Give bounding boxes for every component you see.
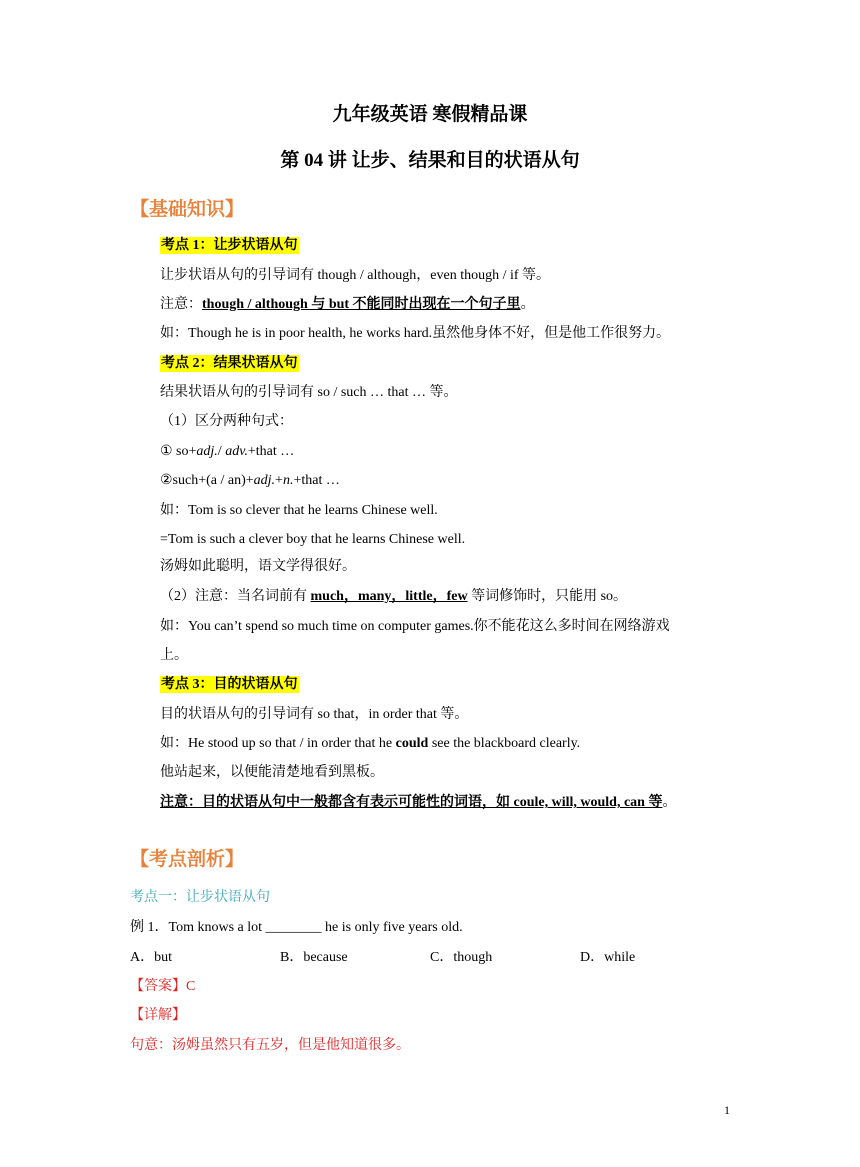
point3-example-a: 如：He stood up so that / in order that he <box>160 736 396 751</box>
analysis-topic: 考点一：让步状语从句 <box>130 890 270 905</box>
point2-example1: 如：Tom is so clever that he learns Chinese well. <box>160 503 438 518</box>
point1-note-bold: though / although 与 but 不能同时出现在一个句子里 <box>202 297 521 312</box>
form1-d: adv. <box>225 444 248 459</box>
point2-example2: =Tom is such a clever boy that he learns Chinese well. <box>160 532 466 547</box>
point3-label <box>160 676 299 694</box>
point2-intro: 结果状语从句的引导词有 so / such … that … 等。 <box>160 385 458 400</box>
option-b: B．because <box>280 950 348 965</box>
point2-example4-line1: 如：You can’t spend so much time on computer games.你不能花这么多时间在网络游戏 <box>160 619 670 634</box>
basics-heading: 【基础知识】 <box>130 199 245 220</box>
example1-question: 例 1．Tom knows a lot ________ he is only five years old. <box>130 920 463 935</box>
option-c: C．though <box>430 950 493 965</box>
detail-label: 【详解】 <box>130 1008 186 1023</box>
lesson-title: 第 04 讲 让步、结果和目的状语从句 <box>280 150 580 171</box>
point3-intro: 目的状语从句的引导词有 so that，in order that 等。 <box>160 707 469 722</box>
point2-label <box>160 355 299 373</box>
option-d: D．while <box>580 950 636 965</box>
point2-example3: 汤姆如此聪明，语文学得很好。 <box>160 559 356 574</box>
form1-c: / <box>217 444 226 459</box>
point2-sub1: （1）区分两种句式： <box>160 414 293 429</box>
point2-sub2 <box>160 588 627 606</box>
form1-a: ① so+ <box>160 444 197 459</box>
analysis-heading: 【考点剖析】 <box>130 849 245 870</box>
point1-note <box>160 296 535 314</box>
point3-note-bold: 注意：目的状语从句中一般都含有表示可能性的词语，如 coule, will, would, can 等 <box>160 795 663 810</box>
form2-e: +that … <box>293 473 340 488</box>
form2-d: n. <box>282 473 294 488</box>
point3-note-suffix: 。 <box>662 795 677 810</box>
form2-a: ②such+(a / an)+ <box>160 473 254 488</box>
answer-label: 【答案】C <box>130 979 196 994</box>
point1-example: 如：Though he is in poor health, he works hard.虽然他身体不好，但是他工作很努力。 <box>160 326 671 341</box>
sub2-words: much，many，little，few <box>310 589 468 604</box>
point3-example-could: could <box>395 736 429 751</box>
sub2-prefix: （2）注意：当名词前有 <box>160 589 311 604</box>
point1-note-suffix: 。 <box>520 297 535 312</box>
point2-example4-line2: 上。 <box>160 648 188 663</box>
point2-label-text: 考点 2：结果状语从句 <box>161 356 298 371</box>
option-a: A．but <box>130 950 172 965</box>
explanation: 句意：汤姆虽然只有五岁，但是他知道很多。 <box>130 1038 410 1053</box>
point1-label-text: 考点 1：让步状语从句 <box>161 238 298 253</box>
point3-example-c: see the blackboard clearly. <box>428 736 581 751</box>
form1-b: adj. <box>196 444 218 459</box>
point1-intro: 让步状语从句的引导词有 though / although，even though / if 等。 <box>160 268 551 283</box>
point2-form2 <box>160 472 340 490</box>
sub2-suffix: 等词修饰时，只能用 so。 <box>467 589 628 604</box>
point1-note-prefix: 注意： <box>160 297 202 312</box>
point1-label <box>160 237 299 255</box>
point3-example <box>160 735 580 753</box>
point2-form1 <box>160 443 294 461</box>
point3-example2: 他站起来，以便能清楚地看到黑板。 <box>160 765 384 780</box>
point3-note <box>160 794 676 812</box>
document-title: 九年级英语 寒假精品课 <box>332 104 528 125</box>
page-number: 1 <box>724 1103 730 1117</box>
form2-c: + <box>275 473 283 488</box>
form2-b: adj. <box>253 473 276 488</box>
point3-label-text: 考点 3：目的状语从句 <box>161 677 298 692</box>
form1-e: +that … <box>247 444 295 459</box>
